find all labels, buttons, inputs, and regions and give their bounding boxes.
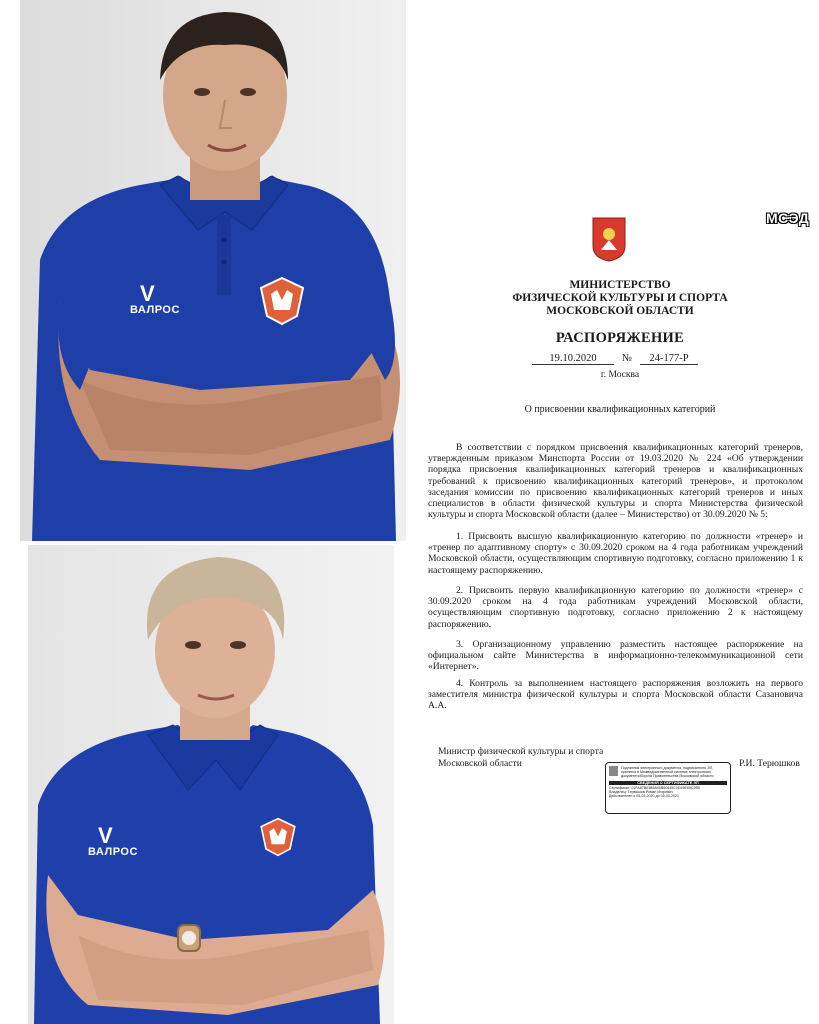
order-subject: О присвоении квалификационных категорий bbox=[524, 404, 716, 415]
clause-1: 1. Присвоить высшую квалификационную категорию по должности «тренер» и «тренер по адаптивному спорту» с 30.09.2020 сроком на 4 года работникам учреждений Московской области, осуществляющим спортивную подготовку, согласно приложению 1 к настоящему распоряжению. bbox=[428, 531, 803, 576]
coach-photo-top bbox=[20, 0, 406, 541]
number-label: № bbox=[622, 353, 633, 364]
woman-portrait bbox=[28, 545, 394, 1024]
moscow-region-emblem-icon bbox=[591, 216, 627, 262]
man-portrait bbox=[20, 0, 406, 541]
v-logo-icon: V bbox=[140, 281, 156, 306]
document-type-title: РАСПОРЯЖЕНИЕ bbox=[555, 330, 685, 346]
clause-2: 2. Присвоить первую квалификационную категорию по должности «тренер» с 30.09.2020 сроком на 4 года работникам учреждений Московской области, осуществляющим спортивную подготовку, согласно приложению 2 к настоящему распоряжению. bbox=[428, 585, 803, 630]
ministry-name-line2: ФИЗИЧЕСКОЙ КУЛЬТУРЫ И СПОРТА bbox=[512, 292, 728, 304]
signer-name: Р.И. Терюшков bbox=[739, 758, 800, 769]
v-logo-icon: V bbox=[98, 823, 114, 848]
ministry-name-line1: МИНИСТЕРСТВО bbox=[569, 279, 671, 291]
clause-4: 4. Контроль за выполнением настоящего распоряжения возложить на первого заместителя министра физической культуры и спорта Московской области Сазановича А.А. bbox=[428, 678, 803, 712]
order-number: 24-177-Р bbox=[640, 353, 698, 365]
place-of-issue: г. Москва bbox=[600, 370, 640, 380]
order-date: 19.10.2020 bbox=[532, 353, 614, 365]
coach-photo-bottom bbox=[28, 545, 394, 1024]
club-crest-icon bbox=[258, 815, 298, 859]
preamble-paragraph: В соответствии с порядком присвоения квалификационных категорий тренеров, утвержденным приказом Минспорта России от 19.03.2020 № 224 «Об утверждении порядка присвоения квалификационных категорий тренеров и квалификационных требований к присвоению квалификационных категорий тренеров», и протоколом заседания комиссии по присвоению квалификационных категорий тренеров и иных специалистов в области физической культуры и спорта Министерства физической культуры и спорта Московской области (далее – Министерство) от 30.09.2020 № 5: bbox=[428, 442, 803, 521]
msed-stamp-mark: МСЭД bbox=[766, 210, 810, 226]
e-signature-certificate-stamp: Подлинник электронного документа, подписанного ЭП, хранится в Межведомственной системе электронного документооборота Правительства Московской области СВЕДЕНИЯ О СЕРТИФИКАТЕ ЭП Сертификат: 01FA87B03B9A90B60445C0D49E65C2B0 Владелец: Терюшков Роман Игоревич Действителен с 05-03-2020 до 05-03-2021 bbox=[605, 762, 731, 814]
shirt-brand-logo-bottom: V ВАЛРОС bbox=[88, 823, 138, 858]
clause-3: 3. Организационному управлению разместить настоящее распоряжение на официальном сайте Министерства в информационно-телекоммуникационной сети «Интернет». bbox=[428, 639, 803, 673]
club-crest-icon bbox=[257, 276, 307, 326]
signer-position: Министр физической культуры и спорта Московской области bbox=[438, 746, 604, 769]
shirt-brand-logo: V ВАЛРОС bbox=[130, 281, 180, 316]
coat-of-arms-icon bbox=[609, 766, 618, 776]
ministry-name-line3: МОСКОВСКОЙ ОБЛАСТИ bbox=[546, 305, 694, 317]
